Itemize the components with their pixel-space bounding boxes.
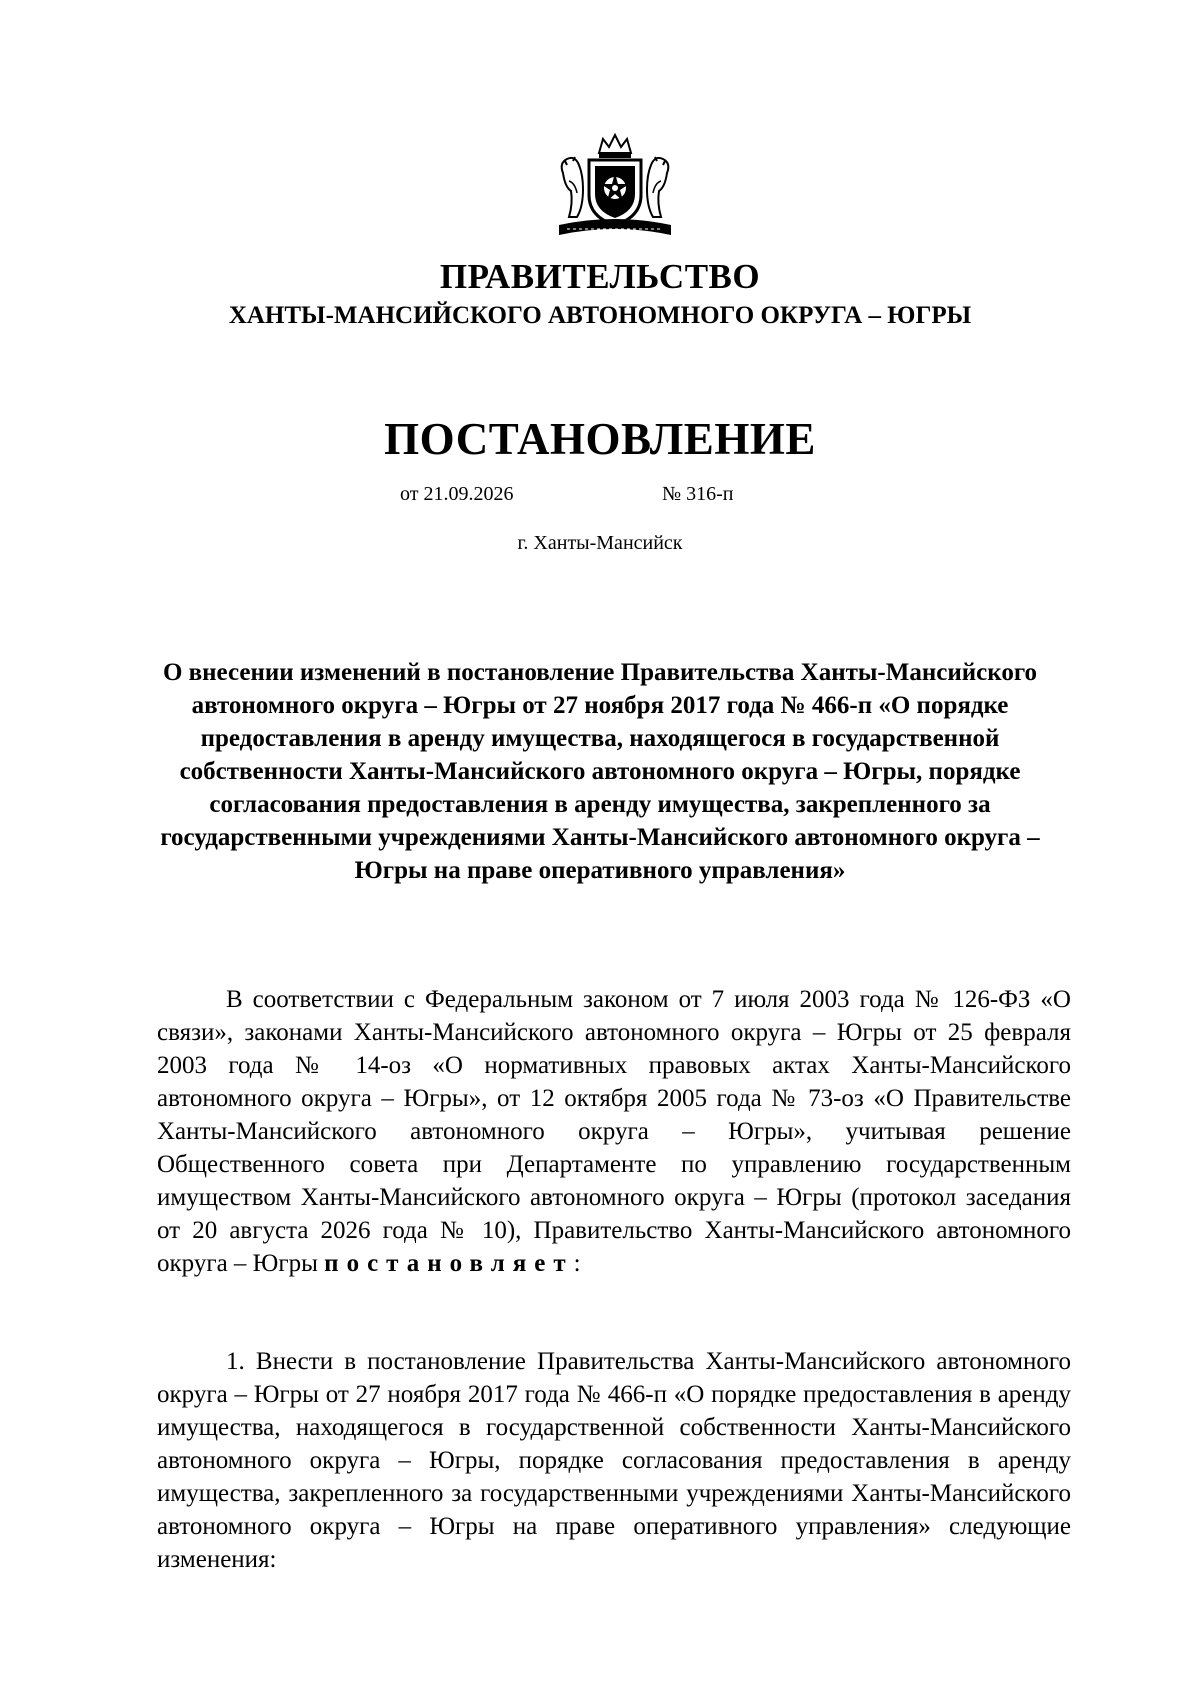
preamble-paragraph bbox=[157, 983, 1071, 1280]
document-date: от 21.09.2026 bbox=[400, 483, 514, 505]
document-city: г. Ханты-Мансийск bbox=[517, 532, 683, 554]
item-1-paragraph: 1. Внести в постановление Правительства Ханты-Мансийского автономного округа – Югры от 27 ноября 2017 года № 466-п «О порядке предоставления в аренду имущества, находящегося в государственной собственности Ханты-Мансийского автономного округа – Югры, порядке согласования предоставления в аренду имущества, закрепленного за государственными учреждениями Ханты-Мансийского автономного округа – Югры на праве оперативного управления» следующие изменения: bbox=[157, 1348, 1071, 1573]
document-type: ПОСТАНОВЛЕНИЕ bbox=[384, 414, 816, 464]
resolves-colon: : bbox=[573, 1250, 581, 1277]
organization-subtitle: ХАНТЫ-МАНСИЙСКОГО АВТОНОМНОГО ОКРУГА – ЮГРЫ bbox=[228, 302, 972, 329]
document-number: № 316-п bbox=[662, 483, 734, 505]
organization-title: ПРАВИТЕЛЬСТВО bbox=[439, 257, 761, 296]
coat-of-arms-icon bbox=[553, 133, 677, 243]
document-subject: О внесении изменений в постановление Правительства Ханты-Мансийского автономного округа – Югры от 27 ноября 2017 года № 466-п «О порядке предоставления в аренду имущества, находящегося в государственной собственности Ханты-Мансийского автономного округа – Югры, порядке согласования предоставления в аренду имущества, закрепленного за государственными учреждениями Ханты-Мансийского автономного округа – Югры на праве оперативного управления» bbox=[160, 659, 1040, 884]
resolves-word: постановляет bbox=[324, 1250, 574, 1277]
preamble-text: В соответствии с Федеральным законом от 7 июля 2003 года № 126-ФЗ «О связи», законами Ханты-Мансийского автономного округа – Югры от 25 февраля 2003 года № 14-оз «О нормативных правовых актах Ханты-Мансийского автономного округа – Югры», от 12 октября 2005 года № 73-оз «О Правительстве Ханты-Мансийского автономного округа – Югры», учитывая решение Общественного совета при Департаменте по управлению государственным имуществом Ханты-Мансийского автономного округа – Югры (протокол заседания от 20 августа 2026 года № 10), Правительство Ханты-Мансийского автономного округа – Югры bbox=[157, 986, 1071, 1277]
